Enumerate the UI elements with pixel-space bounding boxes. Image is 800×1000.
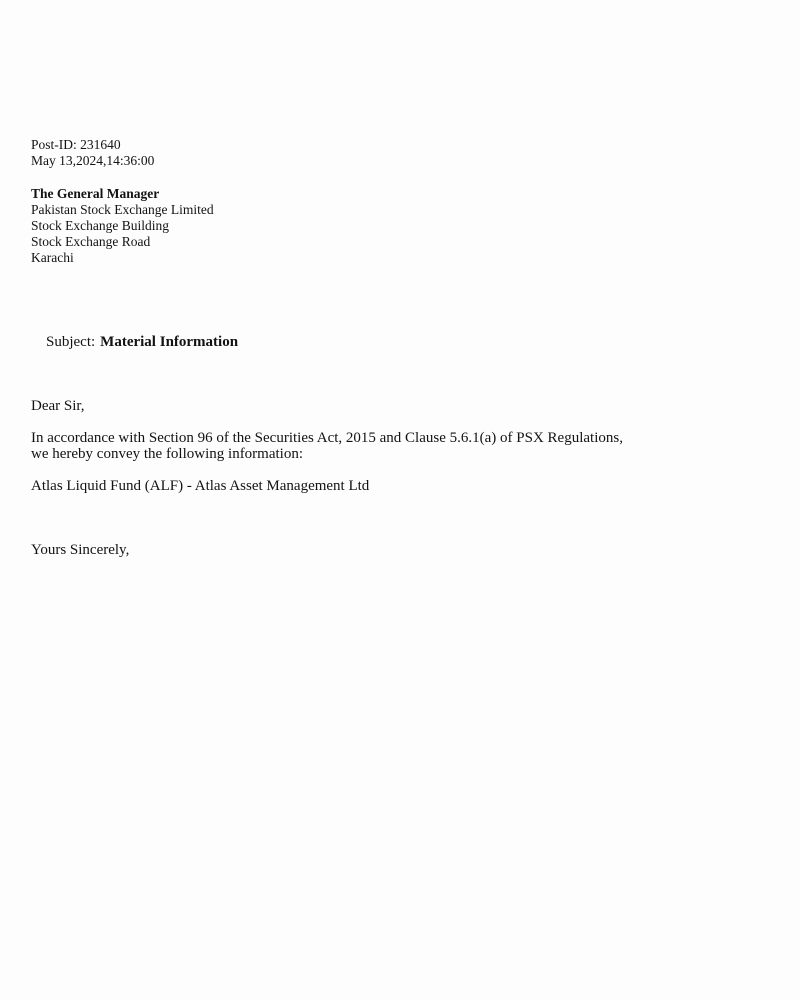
addressee-line-company: Pakistan Stock Exchange Limited <box>31 202 214 217</box>
subject-line <box>31 318 760 366</box>
body-paragraph-line-1: In accordance with Section 96 of the Securities Act, 2015 and Clause 5.6.1(a) of PSX Regulations, <box>31 430 623 446</box>
post-datetime: May 13,2024,14:36:00 <box>31 153 155 168</box>
addressee-title: The General Manager <box>31 186 160 201</box>
post-id: Post-ID: 231640 <box>31 137 121 152</box>
subject-value: Material Information <box>100 334 239 350</box>
material-information-line: Atlas Liquid Fund (ALF) - Atlas Asset Management Ltd <box>31 478 370 494</box>
body-paragraph-line-2: we hereby convey the following information: <box>31 446 304 462</box>
addressee-line-city: Karachi <box>31 250 74 265</box>
addressee-block <box>31 186 760 266</box>
post-meta-block <box>31 137 760 169</box>
subject-label: Subject: <box>46 334 96 350</box>
body-paragraph <box>31 430 760 462</box>
addressee-line-road: Stock Exchange Road <box>31 234 151 249</box>
closing: Yours Sincerely, <box>31 542 130 558</box>
salutation: Dear Sir, <box>31 398 85 414</box>
addressee-line-building: Stock Exchange Building <box>31 218 169 233</box>
